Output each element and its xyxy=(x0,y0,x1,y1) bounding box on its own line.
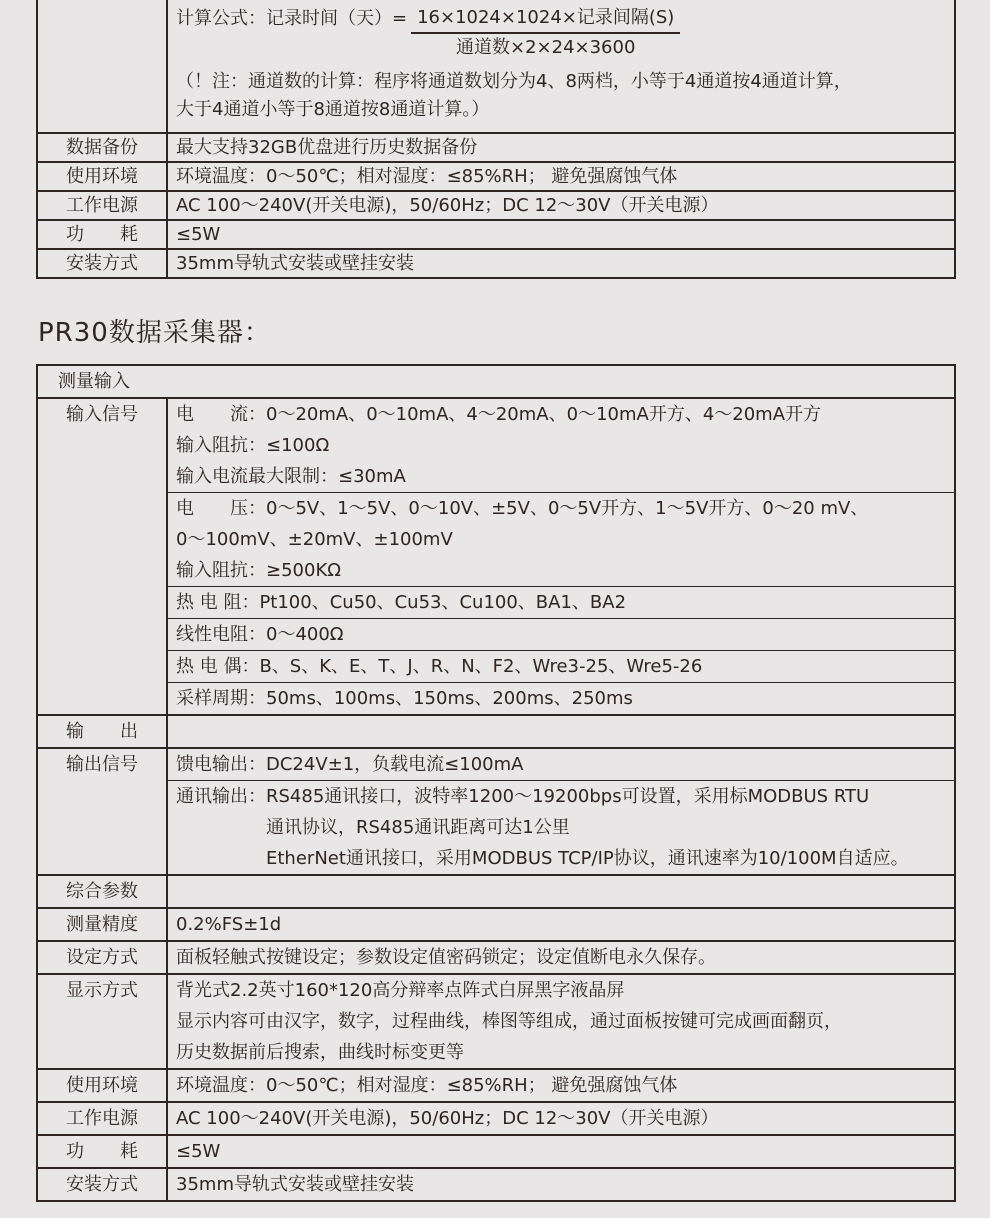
spec-label: 使用环境 xyxy=(38,1070,168,1101)
spec-label: 安装方式 xyxy=(38,1169,168,1200)
spec-label-empty xyxy=(38,0,168,132)
table-row-environment xyxy=(38,1068,954,1101)
sampling-group xyxy=(168,682,954,714)
table-row-accuracy xyxy=(38,907,954,940)
linear-resistance-group xyxy=(168,618,954,650)
table-row-data-backup xyxy=(38,132,954,161)
power-feed-group xyxy=(168,749,954,780)
output-signal-cell xyxy=(168,749,954,874)
formula-denominator: 通道数×2×24×3600 xyxy=(456,37,636,58)
channel-count-note xyxy=(176,68,946,124)
spec-value: AC 100～240V(开关电源)，50/60Hz；DC 12～30V（开关电源） xyxy=(176,1108,719,1129)
empty-value-cell xyxy=(168,876,954,907)
spec-value: 最大支持32GB优盘进行历史数据备份 xyxy=(176,137,478,158)
section-header: 测量输入 xyxy=(58,371,130,392)
display-line3: 历史数据前后搜索，曲线时标变更等 xyxy=(176,1042,464,1063)
table-row-measure-input xyxy=(38,366,954,397)
voltage-group xyxy=(168,492,954,586)
spec-value: AC 100～240V(开关电源)，50/60Hz；DC 12～30V（开关电源） xyxy=(176,195,719,216)
record-time-formula xyxy=(176,4,946,62)
note-line-1: （！注：通道数的计算：程序将通道数划分为4、8两档，小等于4通道按4通道计算， xyxy=(176,71,852,92)
table-row-setting xyxy=(38,940,954,973)
table-row-output xyxy=(38,714,954,747)
page-title: PR30数据采集器： xyxy=(38,318,271,348)
current-range: 电 流：0～20mA、0～10mA、4～20mA、0～10mA开方、4～20mA开方 xyxy=(176,404,822,425)
table-row-mounting xyxy=(38,1167,954,1200)
thermocouple-group xyxy=(168,650,954,682)
comm-output-line1: 通讯输出：RS485通讯接口，波特率1200～19200bps可设置，采用标MODBUS RTU xyxy=(176,786,870,807)
spec-label: 工作电源 xyxy=(38,1103,168,1134)
spec-label: 输入信号 xyxy=(38,399,168,714)
table-row-general-params xyxy=(38,874,954,907)
voltage-impedance: 输入阻抗：≥500KΩ xyxy=(176,560,341,581)
table-row-consumption xyxy=(38,1134,954,1167)
current-impedance: 输入阻抗：≤100Ω xyxy=(176,435,330,456)
table-row-consumption xyxy=(38,219,954,248)
display-cell xyxy=(168,975,954,1068)
spec-value: ≤5W xyxy=(176,1141,221,1162)
spec-label: 功 耗 xyxy=(38,1136,168,1167)
voltage-range-cont: 0～100mV、±20mV、±100mV xyxy=(176,529,453,550)
spec-value: 面板轻触式按键设定；参数设定值密码锁定；设定值断电永久保存。 xyxy=(176,947,716,968)
formula-cell xyxy=(168,0,954,132)
spec-label: 功 耗 xyxy=(38,221,168,248)
display-line2: 显示内容可由汉字，数字，过程曲线，棒图等组成，通过面板按键可完成画面翻页， xyxy=(176,1011,842,1032)
formula-fraction xyxy=(411,4,680,62)
voltage-range: 电 压：0～5V、1～5V、0～10V、±5V、0～5V开方、1～5V开方、0～20 mV、 xyxy=(176,498,869,519)
spec-label: 输出信号 xyxy=(38,749,168,874)
spec-label: 输 出 xyxy=(38,716,168,747)
spec-label: 安装方式 xyxy=(38,250,168,277)
spec-value: ≤5W xyxy=(176,224,221,245)
linear-resistance: 线性电阻：0～400Ω xyxy=(176,624,344,645)
spec-label: 显示方式 xyxy=(38,975,168,1068)
spec-label: 测量精度 xyxy=(38,909,168,940)
empty-value-cell xyxy=(168,716,954,747)
formula-numerator: 16×1024×1024×记录间隔(S) xyxy=(411,4,680,34)
spec-value: 0.2%FS±1d xyxy=(176,914,282,935)
comm-output-line2: 通讯协议，RS485通讯距离可达1公里 xyxy=(266,817,570,838)
spec-label: 使用环境 xyxy=(38,163,168,190)
spec-table-pr30 xyxy=(36,364,956,1202)
sampling-period: 采样周期：50ms、100ms、150ms、200ms、250ms xyxy=(176,688,633,709)
spec-value: 35mm导轨式安装或壁挂安装 xyxy=(176,1174,414,1195)
table-row-power-supply xyxy=(38,1101,954,1134)
spec-label: 工作电源 xyxy=(38,192,168,219)
current-limit: 输入电流最大限制：≤30mA xyxy=(176,466,406,487)
power-feed-output: 馈电输出：DC24V±1，负载电流≤100mA xyxy=(176,754,524,775)
spec-table-top xyxy=(36,0,956,279)
spec-label: 综合参数 xyxy=(38,876,168,907)
spec-value: 环境温度：0～50℃；相对湿度：≤85%RH； 避免强腐蚀气体 xyxy=(176,166,678,187)
spec-value: 环境温度：0～50℃；相对湿度：≤85%RH； 避免强腐蚀气体 xyxy=(176,1075,678,1096)
spec-value: 35mm导轨式安装或壁挂安装 xyxy=(176,253,414,274)
note-line-2: 大于4通道小等于8通道按8通道计算。） xyxy=(176,99,490,120)
thermocouple-types: 热 电 偶：B、S、K、E、T、J、R、N、F2、Wre3-25、Wre5-26 xyxy=(176,656,703,677)
comm-output-line3: EtherNet通讯接口，采用MODBUS TCP/IP协议，通讯速率为10/100M自适应。 xyxy=(266,848,909,869)
table-row-environment xyxy=(38,161,954,190)
table-row-power-supply xyxy=(38,190,954,219)
formula-prefix: 计算公式：记录时间（天）= xyxy=(176,8,408,29)
rtd-group xyxy=(168,586,954,618)
comm-group xyxy=(168,780,954,874)
table-row-input-signal xyxy=(38,397,954,714)
spec-label: 数据备份 xyxy=(38,134,168,161)
rtd-types: 热 电 阻：Pt100、Cu50、Cu53、Cu100、BA1、BA2 xyxy=(176,592,627,613)
current-group xyxy=(168,399,954,492)
table-row-output-signal xyxy=(38,747,954,874)
table-row-display xyxy=(38,973,954,1068)
spec-label: 设定方式 xyxy=(38,942,168,973)
table-row-formula xyxy=(38,0,954,132)
display-line1: 背光式2.2英寸160*120高分辩率点阵式白屏黑字液晶屏 xyxy=(176,980,625,1001)
table-row-mounting xyxy=(38,248,954,277)
input-signal-cell xyxy=(168,399,954,714)
